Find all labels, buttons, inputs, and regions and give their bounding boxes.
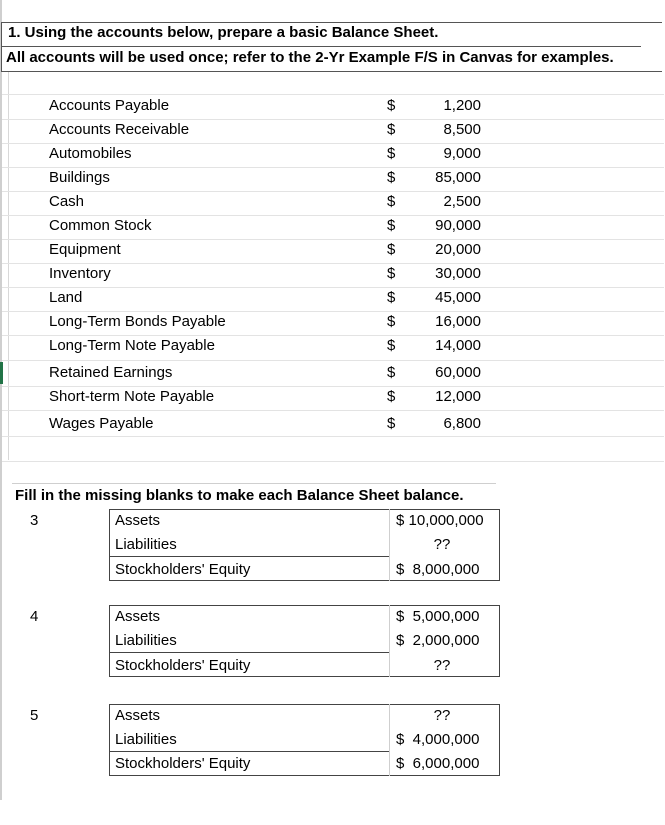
account-name: Inventory — [49, 265, 111, 282]
grid-line — [2, 386, 664, 387]
account-currency: $ — [387, 121, 396, 138]
grid-line — [2, 167, 664, 168]
grid-line — [2, 311, 664, 312]
account-amount: 85,000 — [435, 169, 481, 186]
equity-label[interactable]: Stockholders' Equity — [115, 755, 251, 772]
grid-line — [2, 287, 664, 288]
account-amount: 2,500 — [443, 193, 481, 210]
account-currency: $ — [387, 169, 396, 186]
grid-line — [2, 360, 664, 361]
box-column-line — [389, 509, 390, 581]
account-amount: 45,000 — [435, 289, 481, 306]
problem-number[interactable]: 4 — [30, 608, 39, 625]
box-row-line — [109, 652, 389, 653]
assets-label[interactable]: Assets — [115, 512, 161, 529]
grid-line — [2, 436, 664, 437]
assets-label[interactable]: Assets — [115, 608, 161, 625]
equity-label[interactable]: Stockholders' Equity — [115, 561, 251, 578]
account-currency: $ — [387, 265, 396, 282]
account-amount: 60,000 — [435, 364, 481, 381]
problem-number[interactable]: 5 — [30, 707, 39, 724]
account-amount: 8,500 — [443, 121, 481, 138]
box-column-line — [389, 605, 390, 677]
account-amount: 90,000 — [435, 217, 481, 234]
account-name: Cash — [49, 193, 85, 210]
box-row-line — [109, 751, 389, 752]
liabilities-value[interactable]: $ 4,000,000 — [396, 731, 480, 748]
account-name: Land — [49, 289, 83, 306]
grid-line — [2, 215, 664, 216]
sheet-column-border — [8, 72, 9, 460]
account-amount: 30,000 — [435, 265, 481, 282]
account-currency: $ — [387, 388, 396, 405]
account-amount: 16,000 — [435, 313, 481, 330]
liabilities-label[interactable]: Liabilities — [115, 632, 177, 649]
account-amount: 1,200 — [443, 97, 481, 114]
account-name: Accounts Receivable — [49, 121, 190, 138]
account-currency: $ — [387, 145, 396, 162]
account-name: Accounts Payable — [49, 97, 170, 114]
equity-value[interactable]: ?? — [433, 657, 451, 674]
account-name: Automobiles — [49, 145, 132, 162]
account-currency: $ — [387, 415, 396, 432]
equity-value[interactable]: $ 8,000,000 — [396, 561, 480, 578]
account-name: Long-Term Bonds Payable — [49, 313, 226, 330]
instructions-line-2[interactable]: All accounts will be used once; refer to the 2-Yr Example F/S in Canvas for examples. — [6, 49, 614, 66]
account-name: Buildings — [49, 169, 110, 186]
grid-line — [2, 263, 664, 264]
grid-line — [2, 461, 664, 462]
box-row-line — [109, 556, 389, 557]
account-amount: 20,000 — [435, 241, 481, 258]
grid-line — [2, 239, 664, 240]
fill-section-title[interactable]: Fill in the missing blanks to make each Balance Sheet balance. — [15, 487, 464, 504]
account-name: Equipment — [49, 241, 121, 258]
assets-value[interactable]: $ 10,000,000 — [396, 512, 484, 529]
account-amount: 14,000 — [435, 337, 481, 354]
grid-line — [2, 94, 664, 95]
fill-section-border — [12, 483, 496, 484]
grid-line — [2, 410, 664, 411]
account-currency: $ — [387, 289, 396, 306]
account-currency: $ — [387, 97, 396, 114]
instructions-line-1[interactable]: 1. Using the accounts below, prepare a basic Balance Sheet. — [8, 24, 439, 41]
instructions-divider — [1, 46, 641, 47]
account-name: Long-Term Note Payable — [49, 337, 215, 354]
sheet-left-border — [0, 0, 2, 800]
account-currency: $ — [387, 364, 396, 381]
account-currency: $ — [387, 193, 396, 210]
account-currency: $ — [387, 241, 396, 258]
box-row-line — [109, 509, 389, 510]
equity-label[interactable]: Stockholders' Equity — [115, 657, 251, 674]
grid-line — [2, 143, 664, 144]
row-selection-marker — [0, 362, 3, 384]
account-name: Short-term Note Payable — [49, 388, 215, 405]
box-column-line — [389, 704, 390, 776]
liabilities-label[interactable]: Liabilities — [115, 731, 177, 748]
account-amount: 9,000 — [443, 145, 481, 162]
account-currency: $ — [387, 337, 396, 354]
assets-label[interactable]: Assets — [115, 707, 161, 724]
account-amount: 12,000 — [435, 388, 481, 405]
account-name: Retained Earnings — [49, 364, 173, 381]
assets-value[interactable]: $ 5,000,000 — [396, 608, 480, 625]
grid-line — [2, 335, 664, 336]
problem-number[interactable]: 3 — [30, 512, 39, 529]
account-currency: $ — [387, 313, 396, 330]
grid-line — [2, 119, 664, 120]
account-name: Wages Payable — [49, 415, 154, 432]
grid-line — [2, 191, 664, 192]
liabilities-label[interactable]: Liabilities — [115, 536, 177, 553]
account-name: Common Stock — [49, 217, 152, 234]
account-amount: 6,800 — [443, 415, 481, 432]
liabilities-value[interactable]: ?? — [433, 536, 451, 553]
liabilities-value[interactable]: $ 2,000,000 — [396, 632, 480, 649]
account-currency: $ — [387, 217, 396, 234]
equity-value[interactable]: $ 6,000,000 — [396, 755, 480, 772]
assets-value[interactable]: ?? — [433, 707, 451, 724]
